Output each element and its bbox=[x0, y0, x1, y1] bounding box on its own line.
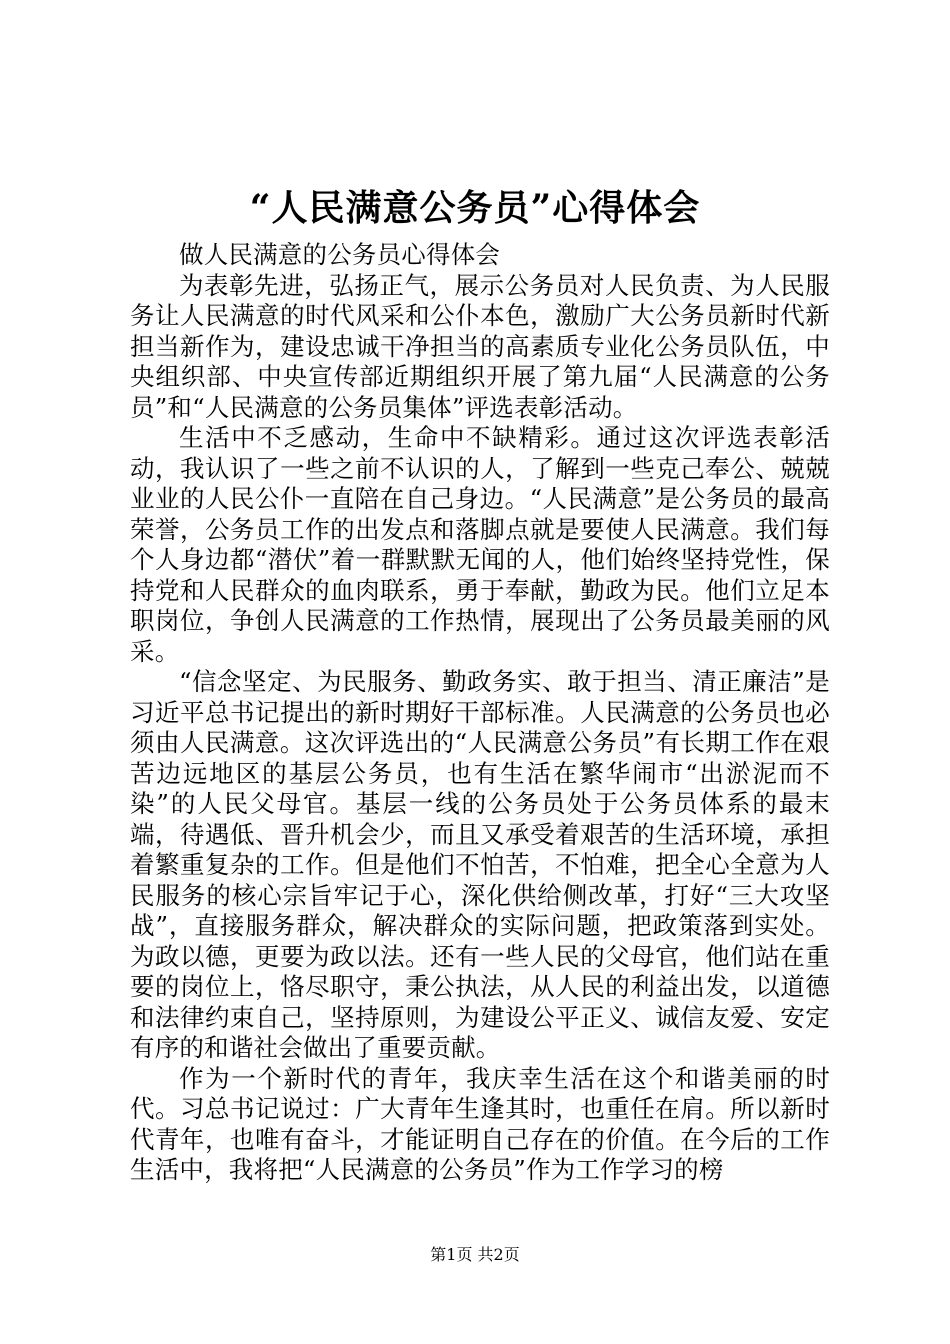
paragraph-subtitle: 做人民满意的公务员心得体会 bbox=[179, 240, 501, 269]
paragraph-2: 生活中不乏感动，生命中不缺精彩。通过这次评选表彰活动，我认识了一些之前不认识的人，了解到一些克己奉公、兢兢业业的人民公仆一直陪在自己身边。“人民满意”是公务员的最高荣誉，公务员工作的出发点和落脚点就是要使人民满意。我们每个人身边都“潜伏”着一群默默无闻的人，他们始终坚持党性，保持党和人民群众的血肉联系，勇于奉献，勤政为民。他们立足本职岗位，争创人民满意的工作热情，展现出了公务员最美丽的风采。 bbox=[130, 423, 830, 666]
document-body bbox=[130, 240, 830, 1186]
paragraph-1: 为表彰先进，弘扬正气，展示公务员对人民负责、为人民服务让人民满意的时代风采和公仆本色，激励广大公务员新时代新担当新作为，建设忠诚干净担当的高素质专业化公务员队伍，中央组织部、中央宣传部近期组织开展了第九届“人民满意的公务员”和“人民满意的公务员集体”评选表彰活动。 bbox=[130, 270, 830, 422]
paragraph-3: “信念坚定、为民服务、勤政务实、敢于担当、清正廉洁”是习近平总书记提出的新时期好干部标准。人民满意的公务员也必须由人民满意。这次评选出的“人民满意公务员”有长期工作在艰苦边远地区的基层公务员，也有生活在繁华闹市“出淤泥而不染”的人民父母官。基层一线的公务员处于公务员体系的最末端，待遇低、晋升机会少，而且又承受着艰苦的生活环境，承担着繁重复杂的工作。但是他们不怕苦，不怕难，把全心全意为人民服务的核心宗旨牢记于心，深化供给侧改革，打好“三大攻坚战”，直接服务群众，解决群众的实际问题，把政策落到实处。为政以德，更要为政以法。还有一些人民的父母官，他们站在重要的岗位上，恪尽职守，秉公执法，从人民的利益出发，以道德和法律约束自己，坚持原则，为建设公平正义、诚信友爱、安定有序的和谐社会做出了重要贡献。 bbox=[130, 667, 830, 1062]
page-footer: 第1页 共2页 bbox=[430, 1245, 520, 1264]
paragraph-4: 作为一个新时代的青年，我庆幸生活在这个和谐美丽的时代。习总书记说过：广大青年生逢其时，也重任在肩。所以新时代青年，也唯有奋斗，才能证明自己存在的价值。在今后的工作生活中，我将把“人民满意的公务员”作为工作学习的榜 bbox=[130, 1063, 830, 1184]
page-title: “人民满意公务员”心得体会 bbox=[249, 187, 701, 229]
